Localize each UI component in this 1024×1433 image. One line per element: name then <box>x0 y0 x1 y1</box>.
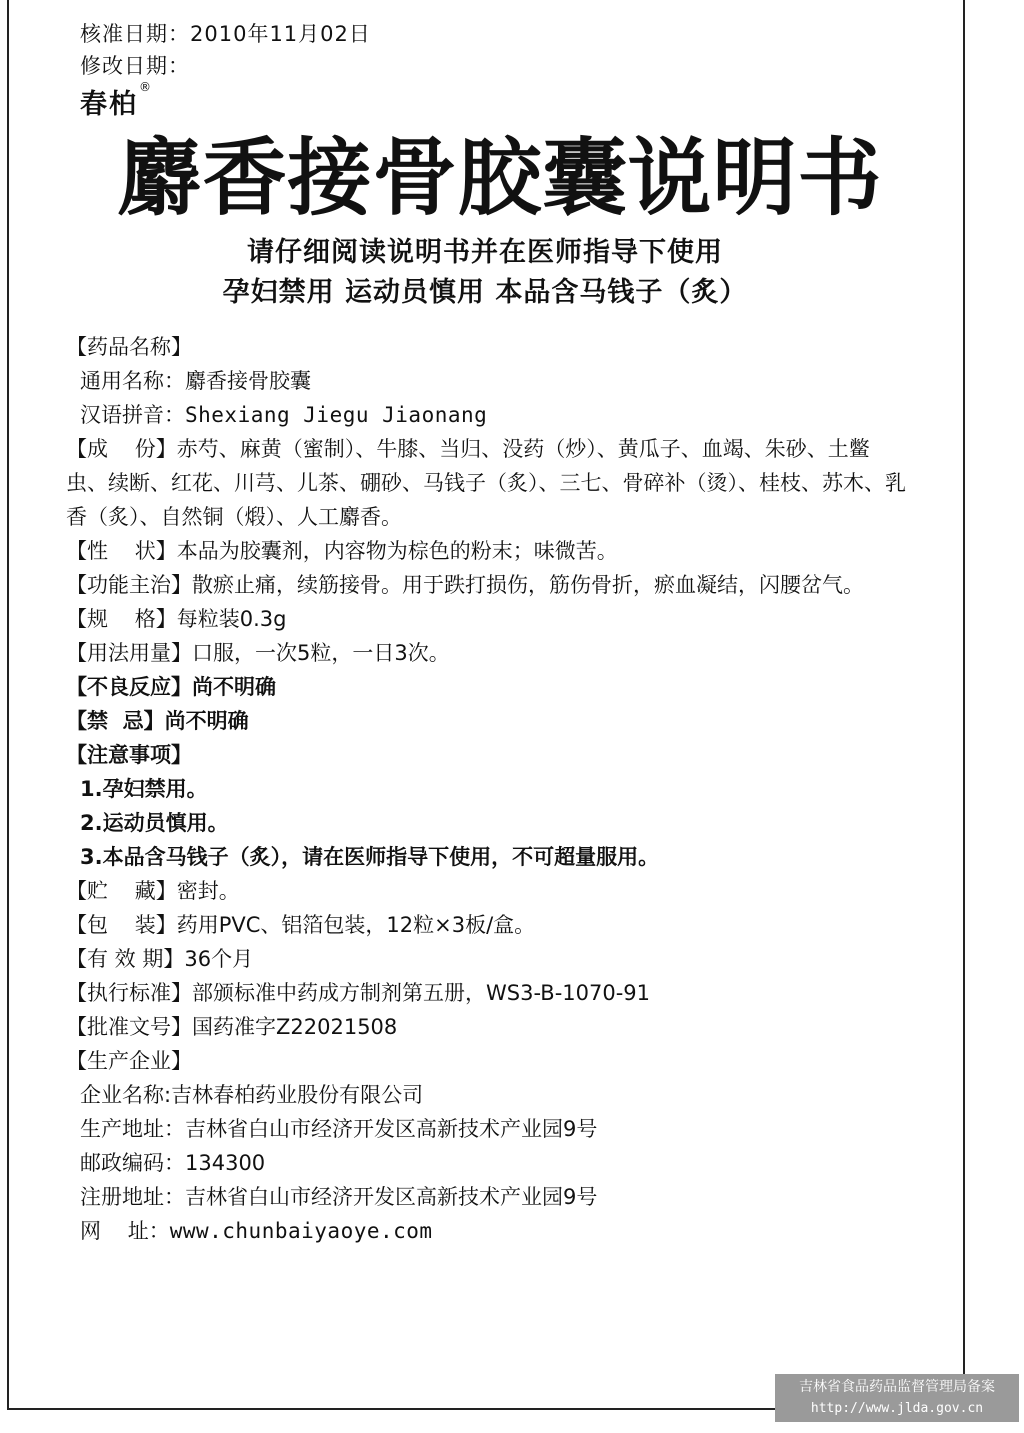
section-standard <box>66 976 906 1010</box>
section-label: 【性 状】 <box>66 539 177 563</box>
address-label: 生产地址： <box>80 1117 185 1141</box>
generic-name-label: 通用名称： <box>80 369 185 393</box>
subtitle-instruction: 请仔细阅读说明书并在医师指导下使用 <box>247 237 723 268</box>
section-label: 【贮 藏】 <box>66 879 177 903</box>
generic-name-value: 麝香接骨胶囊 <box>185 369 311 393</box>
adverse-value: 尚不明确 <box>192 675 276 699</box>
package-value: 药用PVC、铝箔包装，12粒×3板/盒。 <box>176 913 536 937</box>
brand-name: 春柏 <box>80 89 138 120</box>
document-title: 麝香接骨胶囊说明书 <box>117 129 883 227</box>
section-contraindication <box>66 704 906 738</box>
section-character <box>66 534 906 568</box>
address-value: 吉林省白山市经济开发区高新技术产业园9号 <box>185 1117 598 1141</box>
precaution-item: 1.孕妇禁用。 <box>80 777 208 801</box>
section-package <box>66 908 906 942</box>
section-approval <box>66 1010 906 1044</box>
approve-date: 核准日期：2010年11月02日 <box>80 22 371 46</box>
postcode-value: 134300 <box>185 1151 266 1175</box>
section-drug-name <box>66 330 906 364</box>
subtitle-warning: 孕妇禁用 运动员慎用 本品含马钱子（炙） <box>222 277 748 308</box>
contraindication-value: 尚不明确 <box>164 709 249 733</box>
reg-address-value: 吉林省白山市经济开发区高新技术产业园9号 <box>185 1185 598 1209</box>
section-validity <box>66 942 906 976</box>
pinyin-value: Shexiang Jiegu Jiaonang <box>185 403 488 427</box>
precaution-item: 3.本品含马钱子（炙），请在医师指导下使用，不可超量服用。 <box>80 845 660 869</box>
section-label: 【药品名称】 <box>66 335 192 359</box>
section-label: 【用法用量】 <box>66 641 192 665</box>
website-row <box>66 1214 906 1248</box>
section-precautions <box>66 738 906 772</box>
indications-value: 散瘀止痛，续筋接骨。用于跌打损伤，筋伤骨折，瘀血凝结，闪腰岔气。 <box>192 573 864 597</box>
stamp-authority: 吉林省食品药品监督管理局备案 <box>799 1379 995 1395</box>
address-row <box>66 1112 906 1146</box>
website-value: www.chunbaiyaoye.com <box>169 1219 433 1243</box>
revise-date: 修改日期： <box>80 54 190 78</box>
company-label: 企业名称: <box>80 1083 172 1107</box>
section-label: 【功能主治】 <box>66 573 192 597</box>
website-label: 网 址： <box>80 1219 170 1243</box>
leaflet-content <box>66 330 906 1248</box>
section-label: 【批准文号】 <box>66 1015 192 1039</box>
postcode-label: 邮政编码： <box>80 1151 185 1175</box>
standard-value: 部颁标准中药成方制剂第五册，WS3-B-1070-91 <box>192 981 651 1005</box>
section-label: 【规 格】 <box>66 607 177 631</box>
precaution-item: 2.运动员慎用。 <box>80 811 229 835</box>
company-value: 吉林春柏药业股份有限公司 <box>171 1083 424 1107</box>
brand-logo <box>80 82 153 121</box>
character-value: 本品为胶囊剂，内容物为棕色的粉末；味微苦。 <box>176 539 618 563</box>
section-label: 【禁 忌】 <box>66 709 165 733</box>
storage-value: 密封。 <box>176 879 240 903</box>
stamp-url: http://www.jlda.gov.cn <box>810 1401 984 1416</box>
company-row <box>66 1078 906 1112</box>
section-label: 【有 效 期】 <box>66 947 185 971</box>
reg-address-label: 注册地址： <box>80 1185 185 1209</box>
section-composition <box>66 432 906 534</box>
section-label: 【注意事项】 <box>66 743 192 767</box>
section-label: 【成 份】 <box>66 437 177 461</box>
reg-address-row <box>66 1180 906 1214</box>
section-manufacturer <box>66 1044 906 1078</box>
section-dosage <box>66 636 906 670</box>
section-label: 【包 装】 <box>66 913 177 937</box>
section-specification <box>66 602 906 636</box>
section-label: 【生产企业】 <box>66 1049 192 1073</box>
approval-value: 国药准字Z22021508 <box>192 1015 398 1039</box>
registration-stamp <box>775 1374 1019 1422</box>
section-label: 【不良反应】 <box>66 675 192 699</box>
pinyin-label: 汉语拼音： <box>80 403 185 427</box>
section-label: 【执行标准】 <box>66 981 192 1005</box>
generic-name-row <box>66 364 906 398</box>
specification-value: 每粒装0.3g <box>176 607 287 631</box>
registered-mark: ® <box>139 80 153 94</box>
section-indications <box>66 568 906 602</box>
pinyin-row <box>66 398 906 432</box>
postcode-row <box>66 1146 906 1180</box>
section-adverse <box>66 670 906 704</box>
section-storage <box>66 874 906 908</box>
composition-value: 赤芍、麻黄（蜜制）、牛膝、当归、没药（炒）、黄瓜子、血竭、朱砂、土鳖虫、续断、红花、川芎、儿茶、硼砂、马钱子（炙）、三七、骨碎补（烫）、桂枝、苏木、乳香（炙）、自然铜（煅）、人工麝香。 <box>66 437 906 529</box>
validity-value: 36个月 <box>184 947 254 971</box>
dosage-value: 口服，一次5粒，一日3次。 <box>192 641 450 665</box>
